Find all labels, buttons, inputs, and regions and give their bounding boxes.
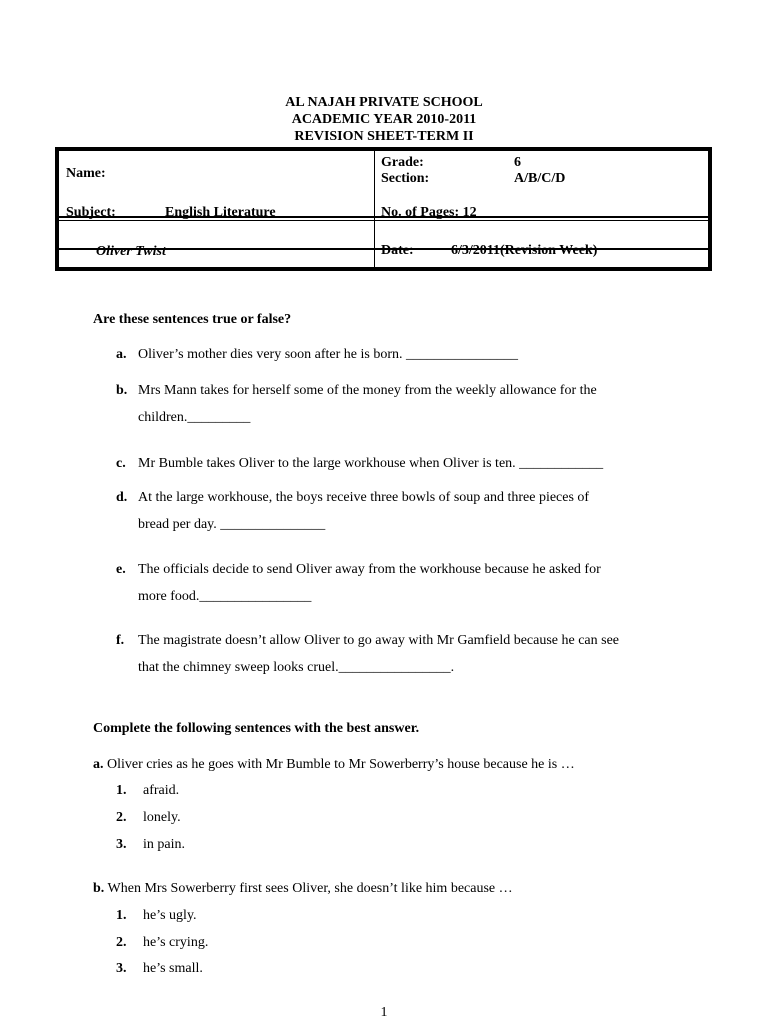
name-label: Name: <box>66 166 106 181</box>
item-letter: d. <box>116 490 128 505</box>
question-text: Oliver cries as he goes with Mr Bumble to Mr Sowerberry’s house because he is … <box>107 757 575 772</box>
item-text-continued: more food.________________ <box>138 589 312 604</box>
item-text-continued: that the chimney sweep looks cruel.________________. <box>138 660 455 675</box>
question-b <box>93 881 513 897</box>
option-text: lonely. <box>143 810 181 825</box>
school-name: AL NAJAH PRIVATE SCHOOL <box>285 95 483 110</box>
option-number: 2. <box>116 810 127 825</box>
item-letter: e. <box>116 562 126 577</box>
pages-label: No. of Pages: 12 <box>381 205 477 220</box>
sheet-title: REVISION SHEET-TERM II <box>294 129 474 144</box>
item-text: The officials decide to send Oliver away from the workhouse because he asked for <box>138 562 601 577</box>
item-text: The magistrate doesn’t allow Oliver to go away with Mr Gamfield because he can see <box>138 633 620 648</box>
item-letter: c. <box>116 456 126 471</box>
item-text: Oliver’s mother dies very soon after he is born. ________________ <box>138 347 519 362</box>
option-text: he’s ugly. <box>143 908 197 923</box>
option-number: 3. <box>116 961 127 976</box>
info-table <box>55 147 712 271</box>
option-text: he’s small. <box>143 961 203 976</box>
grade-label: Grade: <box>381 155 424 170</box>
item-letter: b. <box>116 383 128 398</box>
item-text-continued: children._________ <box>138 410 251 425</box>
option-number: 3. <box>116 837 127 852</box>
page-number: 1 <box>380 1005 388 1020</box>
book-title: Oliver Twist <box>96 244 166 259</box>
item-letter: a. <box>116 347 127 362</box>
section-value: A/B/C/D <box>514 171 566 186</box>
option-number: 1. <box>116 908 127 923</box>
item-text-continued: bread per day. _______________ <box>138 517 326 532</box>
question-text: When Mrs Sowerberry first sees Oliver, she doesn’t like him because … <box>107 881 513 896</box>
complete-heading: Complete the following sentences with the best answer. <box>93 721 420 736</box>
table-column-divider <box>374 151 375 267</box>
academic-year: ACADEMIC YEAR 2010-2011 <box>291 112 477 127</box>
grade-value: 6 <box>514 155 521 170</box>
item-text: Mrs Mann takes for herself some of the money from the weekly allowance for the <box>138 383 597 398</box>
option-text: in pain. <box>143 837 185 852</box>
date-value: 6/3/2011(Revision Week) <box>451 243 598 258</box>
item-text: At the large workhouse, the boys receive three bowls of soup and three pieces of <box>138 490 590 505</box>
subject-value: English Literature <box>165 205 276 220</box>
item-letter: f. <box>116 633 125 648</box>
option-text: afraid. <box>143 783 180 798</box>
date-label: Date: <box>381 243 414 258</box>
option-number: 2. <box>116 935 127 950</box>
question-letter: a. <box>93 757 104 772</box>
section-label: Section: <box>381 171 430 186</box>
question-letter: b. <box>93 881 105 896</box>
option-text: he’s crying. <box>143 935 209 950</box>
option-number: 1. <box>116 783 127 798</box>
question-a <box>93 757 575 773</box>
subject-label: Subject: <box>66 205 116 220</box>
item-text: Mr Bumble takes Oliver to the large workhouse when Oliver is ten. ____________ <box>138 456 604 471</box>
true-false-heading: Are these sentences true or false? <box>93 312 292 327</box>
